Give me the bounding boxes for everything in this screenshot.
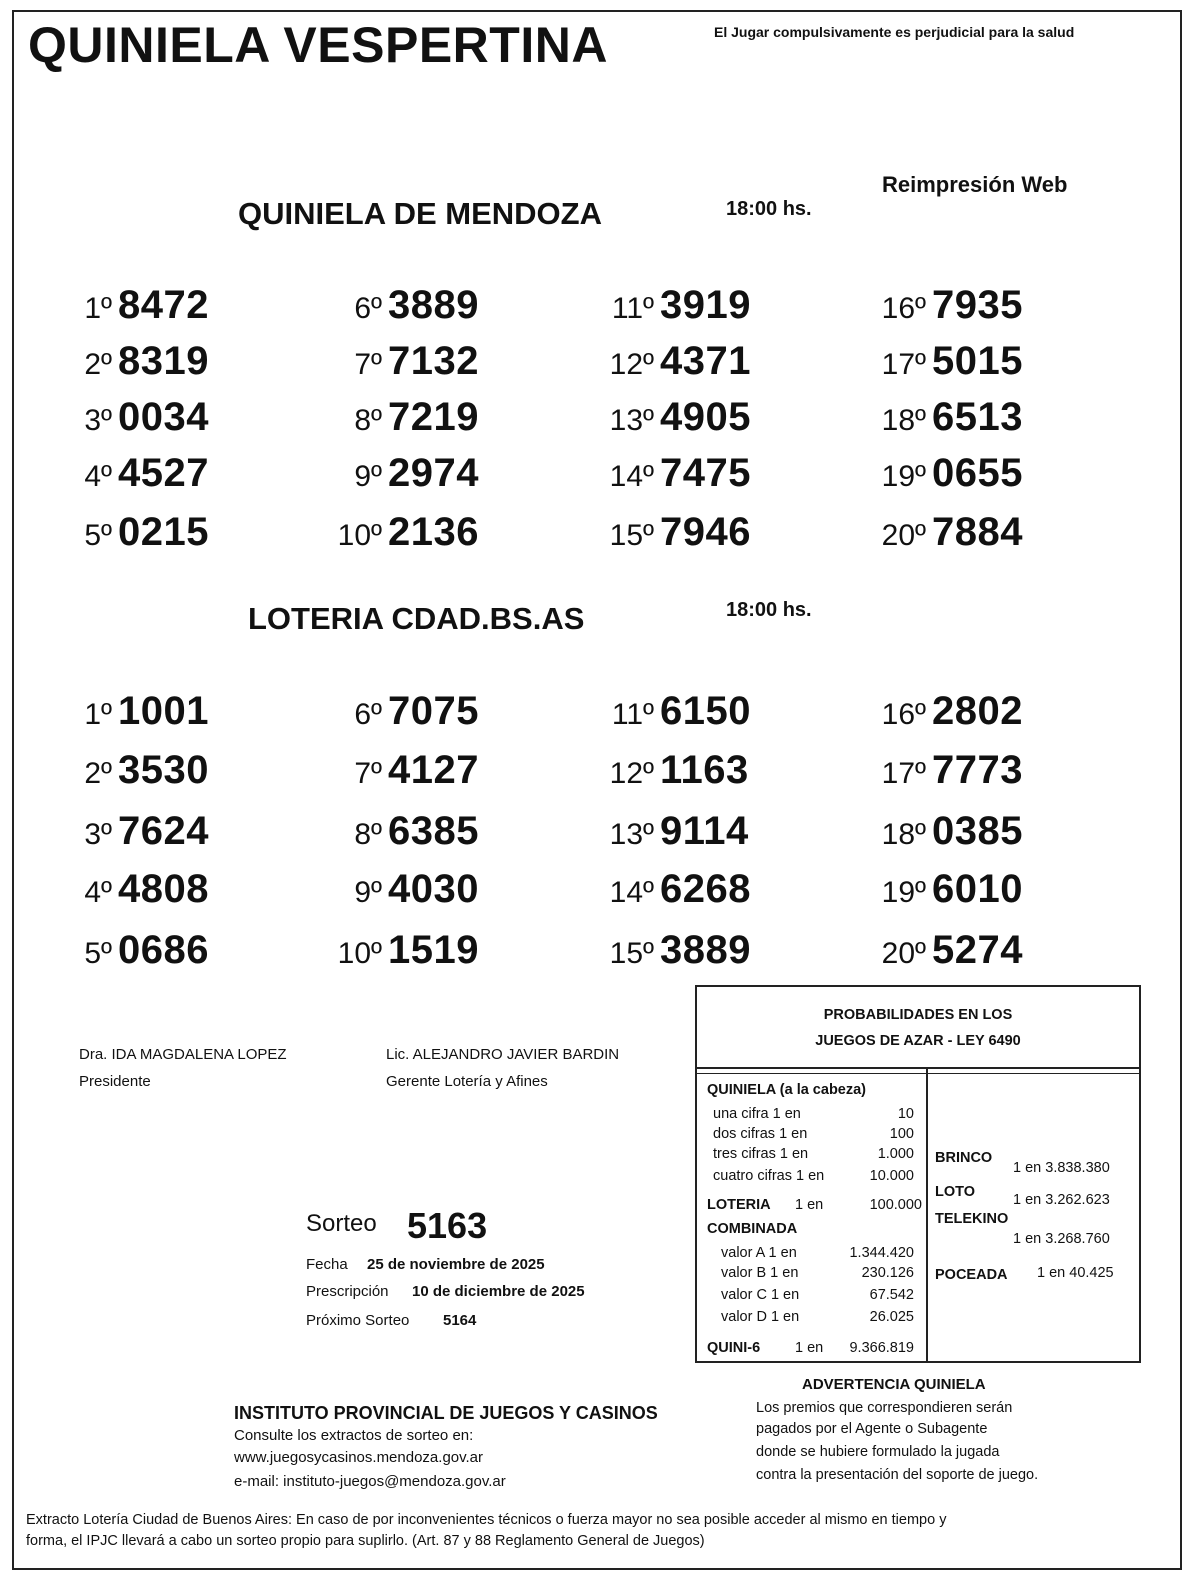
result-entry: [836, 867, 1023, 912]
result-position: 4º: [84, 460, 112, 493]
result-number: 2974: [388, 451, 479, 495]
poceada-value: 1 en 40.425: [1037, 1265, 1114, 1281]
result-position: 9º: [354, 876, 382, 909]
result-entry: [836, 928, 1023, 973]
result-entry: [292, 928, 479, 973]
result-number: 3919: [660, 283, 751, 327]
section-time-loteria: 18:00 hs.: [726, 599, 812, 621]
institute-name: INSTITUTO PROVINCIAL DE JUEGOS Y CASINOS: [234, 1403, 658, 1423]
reprint-label: Reimpresión Web: [882, 172, 1068, 197]
result-entry: [22, 928, 209, 973]
loteria-prob-prefix: 1 en: [795, 1197, 824, 1213]
quiniela-row-value: 10: [897, 1106, 914, 1122]
footer-line: forma, el IPJC llevará a cabo un sorteo propio para suplirlo. (Art. 87 y 88 Reglamento General de Juegos): [26, 1533, 705, 1549]
result-number: 7884: [932, 510, 1023, 554]
probabilities-header: [697, 987, 1139, 1069]
result-position: 9º: [354, 460, 382, 493]
loto-label: LOTO: [935, 1184, 976, 1200]
result-entry: [564, 928, 751, 973]
prescripcion-value: 10 de diciembre de 2025: [412, 1283, 585, 1300]
gambling-warning: El Jugar compulsivamente es perjudicial para la salud: [714, 24, 1075, 40]
result-number: 5015: [932, 339, 1023, 383]
result-position: 6º: [354, 698, 382, 731]
result-position: 16º: [881, 698, 926, 731]
result-entry: [22, 283, 209, 328]
result-entry: [22, 510, 209, 555]
result-position: 10º: [337, 937, 382, 970]
result-entry: [292, 689, 479, 734]
result-position: 18º: [881, 404, 926, 437]
quini6-label: QUINI-6: [707, 1340, 761, 1356]
result-position: 13º: [609, 818, 654, 851]
result-entry: [836, 339, 1023, 384]
quini6-value: 9.366.819: [849, 1340, 914, 1356]
result-position: 13º: [609, 404, 654, 437]
advertencia-title: ADVERTENCIA QUINIELA: [802, 1376, 986, 1393]
result-entry: [564, 867, 751, 912]
fecha-label: Fecha: [306, 1256, 348, 1273]
result-number: 4905: [660, 395, 751, 439]
result-position: 8º: [354, 818, 382, 851]
combinada-row-label: valor A 1 en: [721, 1245, 797, 1261]
signature-right-name: Lic. ALEJANDRO JAVIER BARDIN: [386, 1046, 620, 1063]
result-entry: [564, 748, 749, 793]
probabilities-title-line1: PROBABILIDADES EN LOS: [823, 1007, 1013, 1023]
combinada-row-value: 67.542: [869, 1287, 914, 1303]
advertencia-line: contra la presentación del soporte de juego.: [756, 1467, 1039, 1483]
result-position: 3º: [84, 404, 112, 437]
telekino-label: TELEKINO: [935, 1211, 1009, 1227]
result-number: 6150: [660, 689, 751, 733]
probabilities-title-line2: JUEGOS DE AZAR - LEY 6490: [815, 1033, 1021, 1049]
result-entry: [292, 867, 479, 912]
result-position: 16º: [881, 292, 926, 325]
signature-left-role: Presidente: [79, 1073, 151, 1090]
result-position: 3º: [84, 818, 112, 851]
result-entry: [292, 451, 479, 496]
quiniela-row-label: una cifra 1 en: [713, 1106, 801, 1122]
result-position: 11º: [611, 698, 654, 731]
poceada-label: POCEADA: [935, 1267, 1008, 1283]
result-number: 7075: [388, 689, 479, 733]
result-position: 17º: [881, 757, 926, 790]
result-entry: [836, 689, 1023, 734]
result-number: 6513: [932, 395, 1023, 439]
result-position: 6º: [354, 292, 382, 325]
result-position: 12º: [609, 757, 654, 790]
result-position: 4º: [84, 876, 112, 909]
result-entry: [564, 395, 751, 440]
result-number: 7624: [118, 809, 209, 853]
result-entry: [22, 748, 209, 793]
result-number: 8319: [118, 339, 209, 383]
result-position: 15º: [609, 937, 654, 970]
result-position: 1º: [84, 698, 112, 731]
result-position: 15º: [609, 519, 654, 552]
result-entry: [22, 809, 209, 854]
brinco-value: 1 en 3.838.380: [1013, 1160, 1110, 1176]
result-number: 9114: [660, 809, 749, 853]
result-number: 0034: [118, 395, 209, 439]
result-number: 7946: [660, 510, 751, 554]
probabilities-inner-line: [697, 1073, 1139, 1074]
signature-left-name: Dra. IDA MAGDALENA LOPEZ: [79, 1046, 287, 1063]
fecha-value: 25 de noviembre de 2025: [367, 1256, 545, 1273]
institute-line: Consulte los extractos de sorteo en:: [234, 1427, 474, 1444]
advertencia-line: pagados por el Agente o Subagente: [756, 1421, 988, 1437]
result-position: 19º: [881, 876, 926, 909]
result-number: 4030: [388, 867, 479, 911]
combinada-row-label: valor B 1 en: [721, 1265, 799, 1281]
result-entry: [836, 395, 1023, 440]
result-entry: [564, 283, 751, 328]
result-position: 18º: [881, 818, 926, 851]
footer-line: Extracto Lotería Ciudad de Buenos Aires: En caso de por inconvenientes técnicos o fuerza mayor no sea posible acceder al mismo en tiempo y: [26, 1512, 947, 1528]
result-entry: [836, 510, 1023, 555]
result-entry: [836, 451, 1023, 496]
result-entry: [292, 339, 479, 384]
result-position: 17º: [881, 348, 926, 381]
signature-right-role: Gerente Lotería y Afines: [386, 1073, 548, 1090]
result-position: 5º: [84, 519, 112, 552]
section-title-loteria: LOTERIA CDAD.BS.AS: [248, 601, 585, 636]
loteria-prob-value: 100.000: [869, 1197, 922, 1213]
result-number: 0655: [932, 451, 1023, 495]
result-entry: [292, 748, 479, 793]
result-position: 8º: [354, 404, 382, 437]
combinada-title: COMBINADA: [707, 1221, 798, 1237]
prescripcion-label: Prescripción: [306, 1283, 389, 1300]
probabilities-box: [695, 985, 1141, 1363]
result-position: 10º: [337, 519, 382, 552]
quiniela-row-value: 100: [889, 1126, 914, 1142]
section-title-mendoza: QUINIELA DE MENDOZA: [238, 196, 602, 231]
result-entry: [22, 689, 209, 734]
result-entry: [292, 395, 479, 440]
result-number: 1163: [660, 748, 749, 792]
result-entry: [22, 339, 209, 384]
result-entry: [292, 283, 479, 328]
result-position: 7º: [354, 757, 382, 790]
probabilities-divider: [926, 1069, 928, 1361]
institute-email: e-mail: instituto-juegos@mendoza.gov.ar: [234, 1473, 506, 1490]
result-number: 1001: [118, 689, 209, 733]
loto-value: 1 en 3.262.623: [1013, 1192, 1110, 1208]
result-number: 7935: [932, 283, 1023, 327]
result-number: 3530: [118, 748, 209, 792]
result-position: 2º: [84, 348, 112, 381]
combinada-row-value: 26.025: [869, 1309, 914, 1325]
result-entry: [836, 809, 1023, 854]
result-number: 4808: [118, 867, 209, 911]
quiniela-row-label: cuatro cifras 1 en: [713, 1168, 825, 1184]
result-number: 3889: [388, 283, 479, 327]
quiniela-row-label: dos cifras 1 en: [713, 1126, 808, 1142]
result-number: 8472: [118, 283, 209, 327]
result-number: 6268: [660, 867, 751, 911]
proximo-value: 5164: [443, 1312, 477, 1329]
result-entry: [564, 339, 751, 384]
result-number: 4127: [388, 748, 479, 792]
advertencia-line: donde se hubiere formulado la jugada: [756, 1444, 1000, 1460]
page-title: QUINIELA VESPERTINA: [28, 17, 608, 73]
result-position: 7º: [354, 348, 382, 381]
result-entry: [292, 809, 479, 854]
quiniela-row-label: tres cifras 1 en: [713, 1146, 809, 1162]
result-entry: [292, 510, 479, 555]
result-number: 7773: [932, 748, 1023, 792]
combinada-row-value: 1.344.420: [849, 1245, 914, 1261]
result-number: 0385: [932, 809, 1023, 853]
result-number: 1519: [388, 928, 479, 972]
result-position: 2º: [84, 757, 112, 790]
result-position: 14º: [609, 460, 654, 493]
result-entry: [564, 451, 751, 496]
combinada-row-label: valor C 1 en: [721, 1287, 800, 1303]
proximo-label: Próximo Sorteo: [306, 1312, 410, 1329]
result-number: 4371: [660, 339, 751, 383]
result-number: 6385: [388, 809, 479, 853]
quiniela-row-value: 10.000: [869, 1168, 914, 1184]
sorteo-number: 5163: [407, 1205, 488, 1246]
result-position: 19º: [881, 460, 926, 493]
result-entry: [22, 395, 209, 440]
result-position: 20º: [881, 519, 926, 552]
result-number: 5274: [932, 928, 1023, 972]
combinada-row-label: valor D 1 en: [721, 1309, 800, 1325]
result-number: 3889: [660, 928, 751, 972]
result-entry: [564, 689, 751, 734]
result-entry: [22, 451, 209, 496]
result-position: 11º: [611, 292, 654, 325]
result-number: 7475: [660, 451, 751, 495]
result-position: 5º: [84, 937, 112, 970]
result-number: 6010: [932, 867, 1023, 911]
combinada-row-value: 230.126: [861, 1265, 914, 1281]
result-number: 0215: [118, 510, 209, 554]
sorteo-label: Sorteo: [306, 1210, 377, 1237]
result-entry: [564, 809, 749, 854]
advertencia-line: Los premios que correspondieren serán: [756, 1400, 1013, 1416]
result-position: 12º: [609, 348, 654, 381]
quiniela-prob-title: QUINIELA (a la cabeza): [707, 1082, 867, 1098]
result-number: 0686: [118, 928, 209, 972]
telekino-value: 1 en 3.268.760: [1013, 1231, 1110, 1247]
loteria-prob-label: LOTERIA: [707, 1197, 771, 1213]
result-number: 7132: [388, 339, 479, 383]
brinco-label: BRINCO: [935, 1150, 993, 1166]
result-number: 2136: [388, 510, 479, 554]
result-entry: [836, 283, 1023, 328]
result-entry: [564, 510, 751, 555]
result-entry: [836, 748, 1023, 793]
institute-website: www.juegosycasinos.mendoza.gov.ar: [234, 1449, 484, 1466]
result-number: 4527: [118, 451, 209, 495]
quiniela-row-value: 1.000: [877, 1146, 914, 1162]
result-number: 7219: [388, 395, 479, 439]
result-entry: [22, 867, 209, 912]
result-number: 2802: [932, 689, 1023, 733]
section-time-mendoza: 18:00 hs.: [726, 198, 812, 220]
result-position: 20º: [881, 937, 926, 970]
result-position: 1º: [84, 292, 112, 325]
quini6-prefix: 1 en: [795, 1340, 824, 1356]
result-position: 14º: [609, 876, 654, 909]
